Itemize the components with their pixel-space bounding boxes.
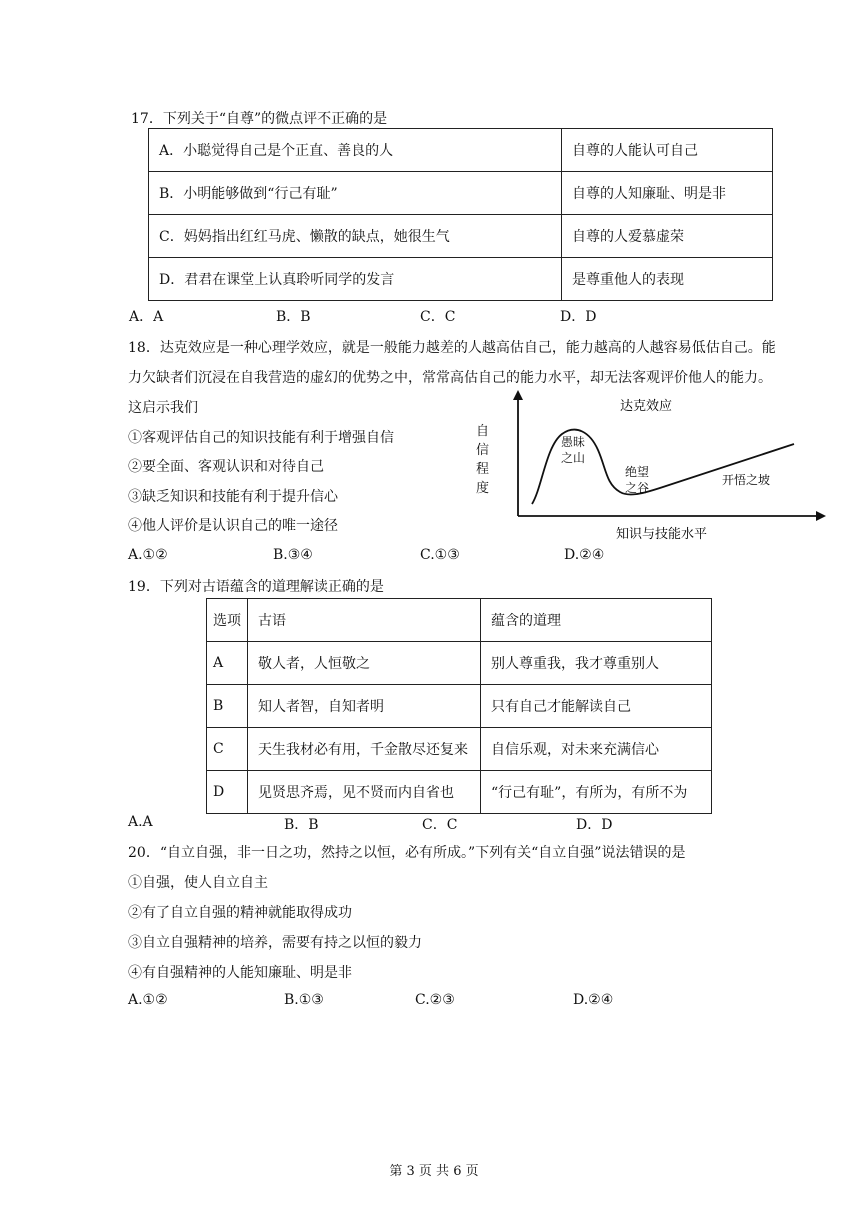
q17-choice-d[interactable]: D．D	[560, 309, 597, 325]
q19-row-c-option: C	[207, 728, 248, 771]
q19-row-c-meaning: 自信乐观，对未来充满信心	[481, 728, 712, 771]
q20-option-2: ②有了自立自强的精神就能取得成功	[128, 905, 352, 921]
q20-choice-b[interactable]: B.①③	[284, 992, 324, 1008]
q17-choice-a[interactable]: A．A	[129, 309, 164, 325]
q18-stem-line2: 力欠缺者们沉浸在自我营造的虚幻的优势之中，常常高估自己的能力水平，却无法客观评价他人的能力。	[128, 370, 772, 386]
q17-choice-b[interactable]: B．B	[276, 309, 311, 325]
table-row	[149, 129, 773, 172]
q19-row-d-option: D	[207, 771, 248, 814]
q19-row-b-option: B	[207, 685, 248, 728]
y-axis-arrow-icon	[513, 390, 523, 400]
q20-choice-a[interactable]: A.①②	[128, 992, 168, 1008]
q19-stem: 19．下列对古语蕴含的道理解读正确的是	[128, 579, 384, 595]
page-number: 第 3 页 共 6 页	[389, 1164, 479, 1179]
x-axis-label: 知识与技能水平	[616, 527, 708, 542]
q17-row-b-right: 自尊的人知廉耻、明是非	[562, 172, 773, 215]
dunning-kruger-figure	[470, 388, 840, 548]
q19-choice-b[interactable]: B．B	[284, 817, 319, 833]
q18-option-4: ④他人评价是认识自己的唯一途径	[128, 518, 338, 534]
q17-row-b-left: B．小明能够做到“行己有耻”	[149, 172, 562, 215]
q18-option-3: ③缺乏知识和技能有利于提升信心	[128, 489, 338, 505]
q18-choice-c[interactable]: C.①③	[420, 547, 460, 563]
q18-option-2: ②要全面、客观认识和对待自己	[128, 459, 324, 475]
q20-option-1: ①自强，使人自立自主	[128, 875, 268, 891]
q17-row-a-right: 自尊的人能认可自己	[562, 129, 773, 172]
q19-header-meaning: 蕴含的道理	[481, 599, 712, 642]
table-row	[207, 642, 712, 685]
slope-label: 开悟之坡	[722, 473, 771, 487]
q18-choice-a[interactable]: A.①②	[128, 547, 168, 563]
q19-header-saying: 古语	[248, 599, 481, 642]
peak-label: 愚昧之山	[560, 435, 585, 465]
q19-row-a-saying: 敬人者，人恒敬之	[248, 642, 481, 685]
q19-row-d-saying: 见贤思齐焉，见不贤而内自省也	[248, 771, 481, 814]
q19-choice-a[interactable]: A.A	[128, 814, 153, 830]
q17-row-d-left: D．君君在课堂上认真聆听同学的发言	[149, 258, 562, 301]
q20-option-4: ④有自强精神的人能知廉耻、明是非	[128, 965, 352, 981]
q18-stem-line1: 18．达克效应是一种心理学效应，就是一般能力越差的人越高估自己，能力越高的人越容易低估自己。能	[128, 340, 776, 356]
q19-row-a-meaning: 别人尊重我，我才尊重别人	[481, 642, 712, 685]
q19-header-option: 选项	[207, 599, 248, 642]
valley-label: 绝望之谷	[624, 465, 649, 495]
x-axis-arrow-icon	[816, 511, 826, 521]
q19-row-b-saying: 知人者智，自知者明	[248, 685, 481, 728]
q18-choice-b[interactable]: B.③④	[273, 547, 313, 563]
q17-row-c-right: 自尊的人爱慕虚荣	[562, 215, 773, 258]
q19-row-b-meaning: 只有自己才能解读自己	[481, 685, 712, 728]
q17-table	[148, 128, 773, 301]
q20-choice-d[interactable]: D.②④	[573, 992, 614, 1008]
q18-option-1: ①客观评估自己的知识技能有利于增强自信	[128, 430, 394, 446]
table-row	[207, 599, 712, 642]
q19-choice-c[interactable]: C．C	[422, 817, 458, 833]
q18-stem-line3: 这启示我们	[128, 400, 198, 416]
q20-stem: 20．“自立自强，非一日之功，然持之以恒，必有所成。”下列有关“自立自强”说法错误的是	[128, 845, 686, 861]
q20-option-3: ③自立自强精神的培养，需要有持之以恒的毅力	[128, 935, 422, 951]
q19-row-a-option: A	[207, 642, 248, 685]
q17-row-c-left: C．妈妈指出红红马虎、懒散的缺点，她很生气	[149, 215, 562, 258]
q17-row-d-right: 是尊重他人的表现	[562, 258, 773, 301]
q17-stem: 17．下列关于“自尊”的微点评不正确的是	[131, 111, 388, 127]
q17-row-a-left: A．小聪觉得自己是个正直、善良的人	[149, 129, 562, 172]
table-row	[149, 258, 773, 301]
table-row	[207, 728, 712, 771]
figure-title: 达克效应	[620, 399, 673, 414]
y-axis-label: 自信程度	[476, 424, 490, 496]
table-row	[149, 215, 773, 258]
table-row	[149, 172, 773, 215]
q19-table	[206, 598, 712, 814]
q18-choice-d[interactable]: D.②④	[564, 547, 605, 563]
q20-choice-c[interactable]: C.②③	[415, 992, 455, 1008]
q17-choice-c[interactable]: C．C	[420, 309, 456, 325]
q19-row-c-saying: 天生我材必有用，千金散尽还复来	[248, 728, 481, 771]
table-row	[207, 771, 712, 814]
q19-row-d-meaning: “行己有耻”，有所为，有所不为	[481, 771, 712, 814]
q19-choice-d[interactable]: D．D	[576, 817, 613, 833]
table-row	[207, 685, 712, 728]
